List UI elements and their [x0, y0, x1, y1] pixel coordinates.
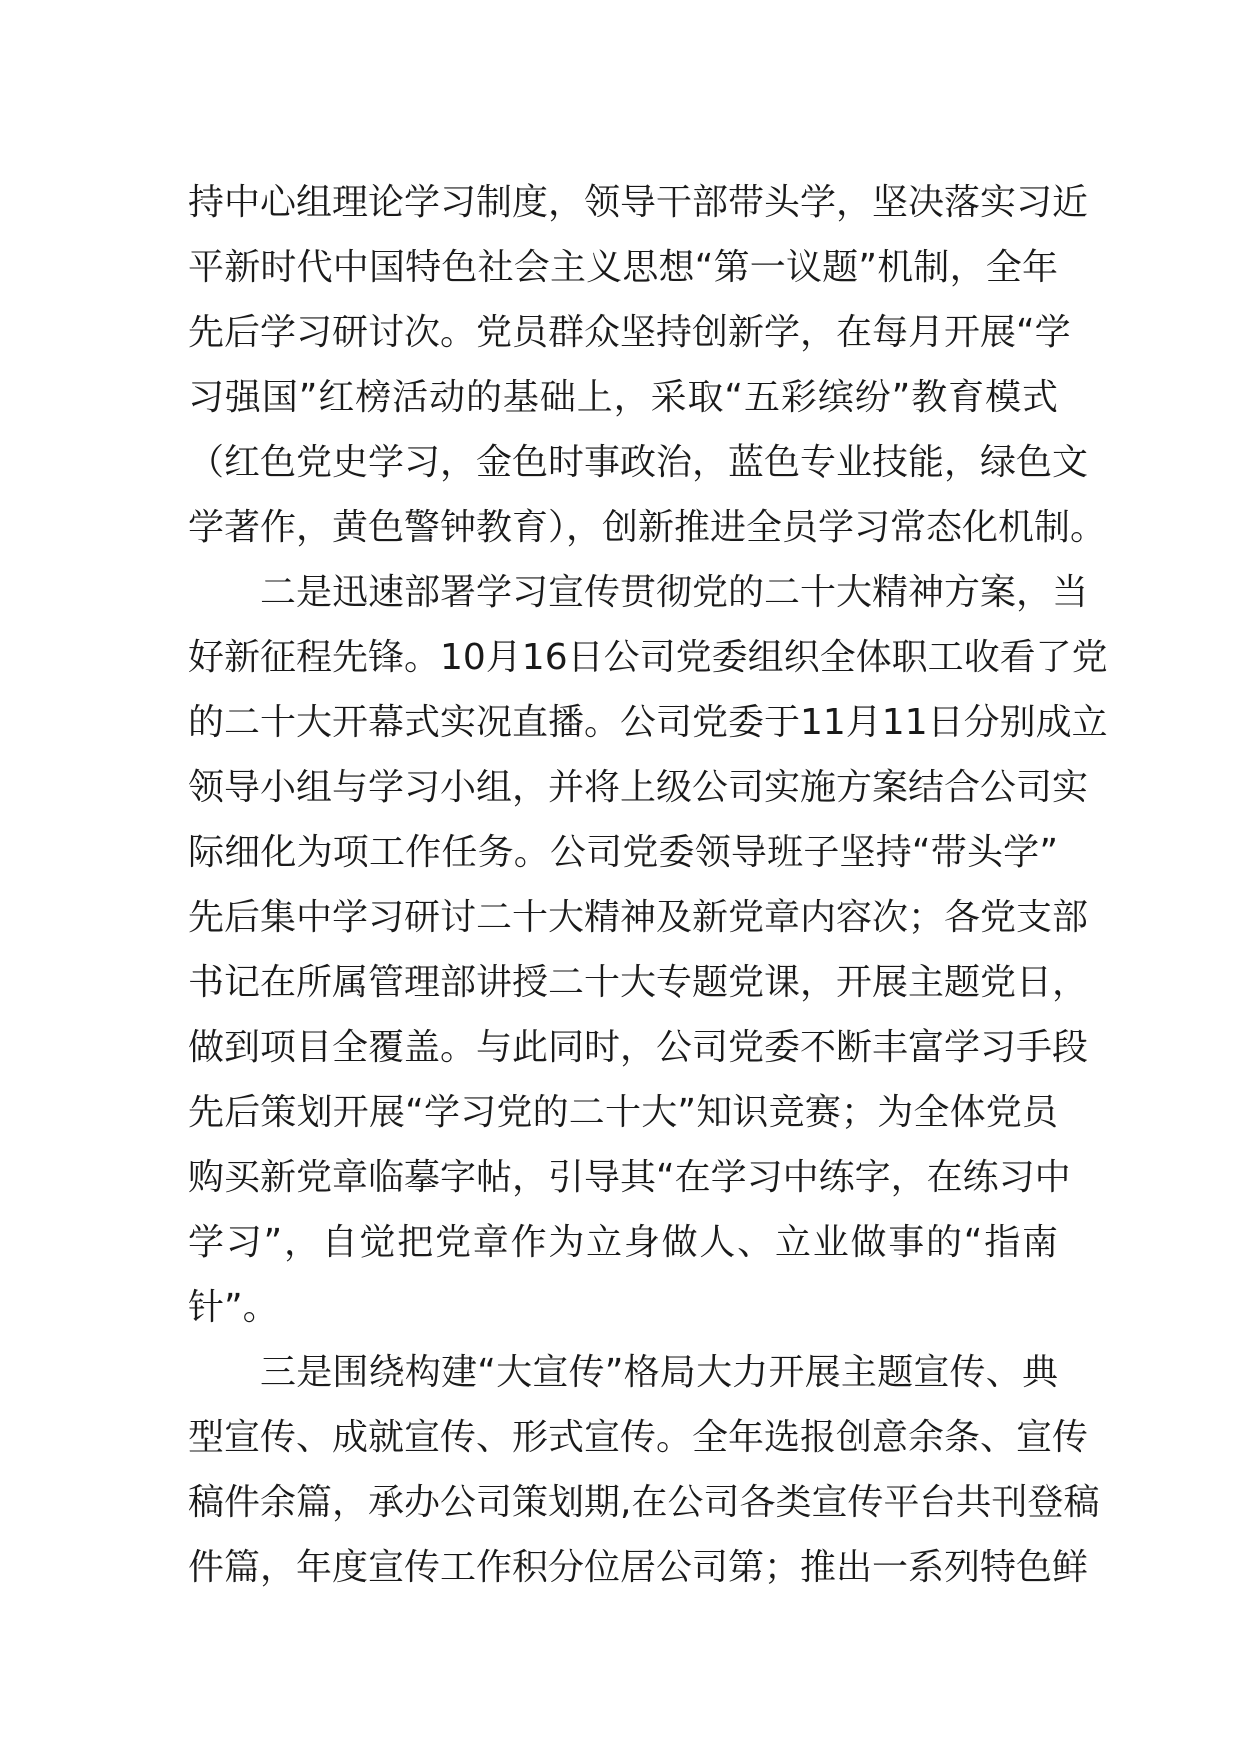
text-line: 平新时代中国特色社会主义思想“第一议题”机制，全年 [188, 247, 1058, 288]
paragraph-1 [188, 170, 1107, 560]
text-line: （红色党史学习，金色时事政治，蓝色专业技能，绿色文 [188, 442, 1089, 483]
text-line: 学著作，黄色警钟教育），创新推进全员学习常态化机制。 [188, 507, 1107, 548]
text-line: 学习”，自觉把党章作为立身做人、立业做事的“指南 [188, 1222, 1058, 1263]
text-line: 做到项目全覆盖。与此同时，公司党委不断丰富学习手段 [188, 1027, 1089, 1068]
text-line: 三是围绕构建“大宣传”格局大力开展主题宣传、典 [260, 1352, 1058, 1393]
text-line: 际细化为项工作任务。公司党委领导班子坚持“带头学” [188, 832, 1058, 873]
text-line: 稿件余篇，承办公司策划期,在公司各类宣传平台共刊登稿 [188, 1482, 1100, 1523]
paragraph-3 [188, 1340, 1100, 1600]
text-line: 先后学习研讨次。党员群众坚持创新学，在每月开展“学 [188, 312, 1071, 353]
text-line: 习强国”红榜活动的基础上，采取“五彩缤纷”教育模式 [188, 377, 1058, 418]
text-line: 书记在所属管理部讲授二十大专题党课，开展主题党日， [188, 962, 1089, 1003]
text-line: 型宣传、成就宣传、形式宣传。全年选报创意余条、宣传 [188, 1417, 1089, 1458]
text-line: 的二十大开幕式实况直播。公司党委于11月11日分别成立 [188, 702, 1108, 743]
text-line: 好新征程先锋。10月16日公司党委组织全体职工收看了党 [188, 637, 1108, 678]
paragraph-2 [188, 560, 1108, 1340]
text-line: 先后集中学习研讨二十大精神及新党章内容次；各党支部 [188, 897, 1089, 938]
text-line: 二是迅速部署学习宣传贯彻党的二十大精神方案，当 [260, 572, 1089, 613]
text-line: 持中心组理论学习制度，领导干部带头学，坚决落实习近 [188, 182, 1089, 223]
text-line: 针”。 [188, 1287, 279, 1328]
text-line: 先后策划开展“学习党的二十大”知识竞赛；为全体党员 [188, 1092, 1058, 1133]
document-body [188, 170, 1108, 1600]
text-line: 领导小组与学习小组，并将上级公司实施方案结合公司实 [188, 767, 1089, 808]
text-line: 购买新党章临摹字帖，引导其“在学习中练字，在练习中 [188, 1157, 1071, 1198]
text-line: 件篇，年度宣传工作积分位居公司第；推出一系列特色鲜 [188, 1547, 1089, 1588]
